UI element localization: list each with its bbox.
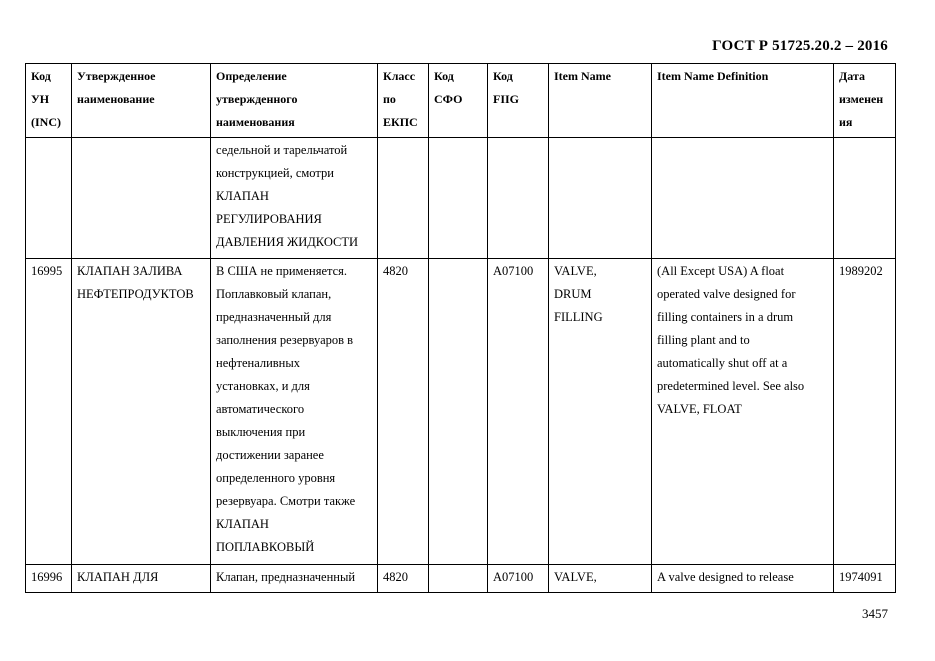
cell-text-line: автоматического <box>216 402 305 416</box>
cell-text-line: A07100 <box>493 264 534 278</box>
cell-text-line: КЛАПАН ДЛЯ <box>77 570 159 584</box>
table-row <box>26 138 896 259</box>
cell-text-line: резервуара. Смотри также <box>216 494 356 508</box>
table-body <box>26 138 896 593</box>
cell-text-line: достижении заранее <box>216 448 324 462</box>
header-text-line: по <box>383 92 396 106</box>
header-class-ekps <box>378 64 429 138</box>
cell-code-fiig <box>488 565 549 593</box>
header-definition <box>211 64 378 138</box>
cell-code-fiig <box>488 259 549 565</box>
table-row <box>26 565 896 593</box>
cell-code-sfo <box>429 138 488 259</box>
header-text-line: FIIG <box>493 92 520 106</box>
header-text-line: Класс <box>383 69 416 83</box>
cell-text-line: 1989202 <box>839 264 883 278</box>
cell-text-line: 4820 <box>383 570 408 584</box>
header-approved-name <box>72 64 211 138</box>
header-text-line: Код <box>31 69 51 83</box>
cell-text-line: определенного уровня <box>216 471 336 485</box>
cell-item-name <box>549 259 652 565</box>
cell-text-line: A07100 <box>493 570 534 584</box>
cell-text-line: (All Except USA) A float <box>657 264 785 278</box>
cell-class-ekps <box>378 565 429 593</box>
header-text-line: Код <box>493 69 513 83</box>
header-code-fiig <box>488 64 549 138</box>
header-change-date <box>834 64 896 138</box>
cell-text-line: predetermined level. See also <box>657 379 805 393</box>
cell-text-line: FILLING <box>554 310 603 324</box>
cell-approved-name <box>72 259 211 565</box>
cell-text-line: КЛАПАН <box>216 189 269 203</box>
cell-definition <box>211 138 378 259</box>
header-text-line: Item Name <box>554 69 611 83</box>
cell-code-sfo <box>429 565 488 593</box>
cell-change-date <box>834 138 896 259</box>
cell-text-line: Поплавковый клапан, <box>216 287 332 301</box>
cell-item-name <box>549 138 652 259</box>
cell-text-line: РЕГУЛИРОВАНИЯ <box>216 212 322 226</box>
cell-code-fiig <box>488 138 549 259</box>
header-text-line: наименования <box>216 115 295 129</box>
header-item-name <box>549 64 652 138</box>
header-code-un <box>26 64 72 138</box>
cell-text-line: В США не применяется. <box>216 264 348 278</box>
cell-approved-name <box>72 565 211 593</box>
header-text-line: изменен <box>839 92 884 106</box>
cell-text-line: седельной и тарельчатой <box>216 143 348 157</box>
header-text-line: Дата <box>839 69 865 83</box>
cell-text-line: конструкцией, смотри <box>216 166 334 180</box>
cell-item-name-definition <box>652 138 834 259</box>
header-text-line: Item Name Definition <box>657 69 769 83</box>
cell-class-ekps <box>378 259 429 565</box>
cell-code-un <box>26 259 72 565</box>
header-code-sfo <box>429 64 488 138</box>
cell-code-sfo <box>429 259 488 565</box>
header-text-line: СФО <box>434 92 463 106</box>
header-text-line: (INC) <box>31 115 61 129</box>
cell-text-line: operated valve designed for <box>657 287 796 301</box>
cell-text-line: ПОПЛАВКОВЫЙ <box>216 540 315 554</box>
cell-text-line: 1974091 <box>839 570 883 584</box>
cell-text-line: КЛАПАН ЗАЛИВА <box>77 264 183 278</box>
cell-text-line: 4820 <box>383 264 408 278</box>
header-text-line: УН <box>31 92 50 106</box>
standard-title: ГОСТ Р 51725.20.2 – 2016 <box>712 38 888 54</box>
cell-text-line: выключения при <box>216 425 306 439</box>
header-text-line: ия <box>839 115 853 129</box>
cell-text-line: заполнения резервуаров в <box>216 333 354 347</box>
cell-text-line: VALVE, <box>554 570 597 584</box>
cell-class-ekps <box>378 138 429 259</box>
cell-text-line: 16995 <box>31 264 63 278</box>
cell-approved-name <box>72 138 211 259</box>
cell-text-line: ДАВЛЕНИЯ ЖИДКОСТИ <box>216 235 359 249</box>
cell-text-line: filling plant and to <box>657 333 750 347</box>
cell-code-un <box>26 138 72 259</box>
table-row <box>26 259 896 565</box>
cell-change-date <box>834 565 896 593</box>
table-header-row <box>26 64 896 138</box>
cell-code-un <box>26 565 72 593</box>
cell-item-name-definition <box>652 565 834 593</box>
cell-change-date <box>834 259 896 565</box>
cell-text-line: DRUM <box>554 287 592 301</box>
cell-text-line: Клапан, предназначенный <box>216 570 356 584</box>
cell-text-line: установках, и для <box>216 379 310 393</box>
cell-text-line: нефтеналивных <box>216 356 301 370</box>
header-text-line: наименование <box>77 92 155 106</box>
cell-text-line: VALVE, <box>554 264 597 278</box>
cell-text-line: КЛАПАН <box>216 517 269 531</box>
cell-item-name-definition <box>652 259 834 565</box>
cell-text-line: НЕФТЕПРОДУКТОВ <box>77 287 194 301</box>
cell-definition <box>211 565 378 593</box>
header-text-line: утвержденного <box>216 92 298 106</box>
header-text-line: ЕКПС <box>383 115 418 129</box>
cell-text-line: 16996 <box>31 570 63 584</box>
page-number: 3457 <box>862 606 888 621</box>
cell-item-name <box>549 565 652 593</box>
cell-text-line: filling containers in a drum <box>657 310 794 324</box>
cell-definition <box>211 259 378 565</box>
cell-text-line: предназначенный для <box>216 310 332 324</box>
cell-text-line: A valve designed to release <box>657 570 794 584</box>
header-text-line: Определение <box>216 69 287 83</box>
header-text-line: Утвержденное <box>77 69 156 83</box>
header-item-name-definition <box>652 64 834 138</box>
header-text-line: Код <box>434 69 454 83</box>
cell-text-line: automatically shut off at a <box>657 356 788 370</box>
data-table <box>25 63 896 593</box>
cell-text-line: VALVE, FLOAT <box>657 402 742 416</box>
